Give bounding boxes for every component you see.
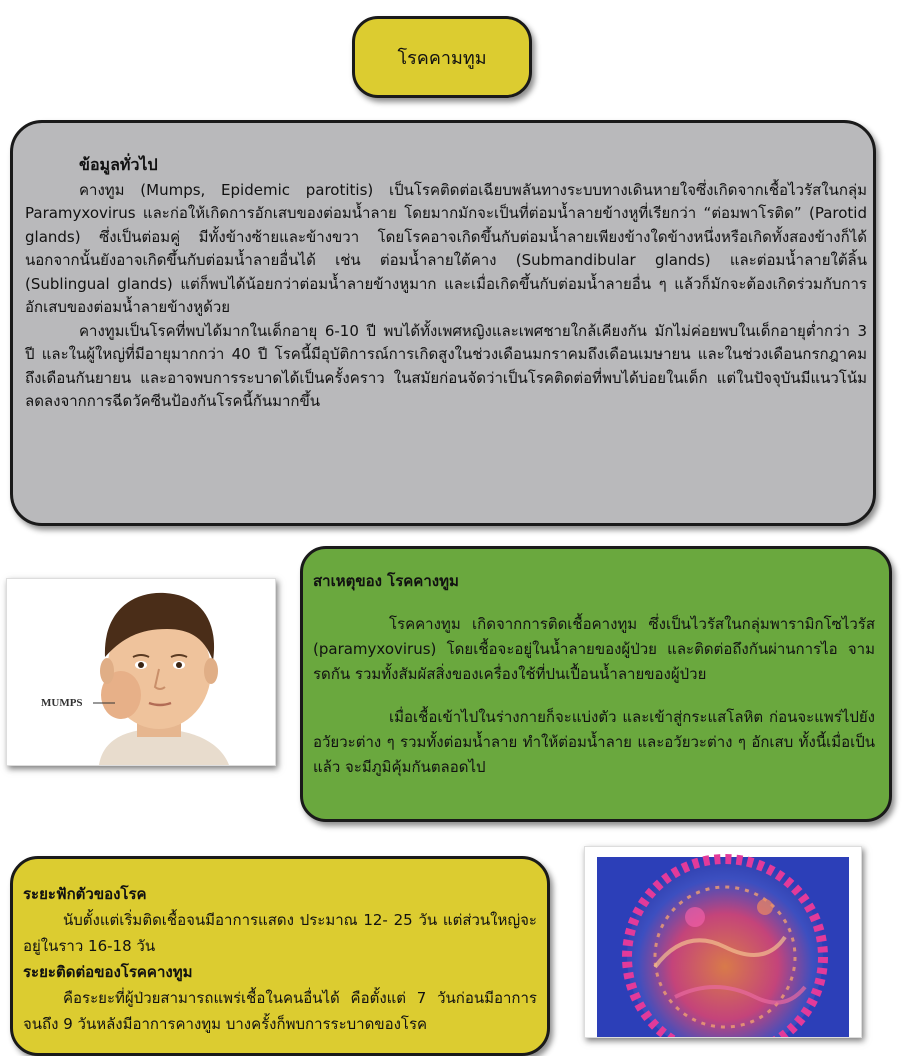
cause-box [300,546,892,822]
general-info-heading: ข้อมูลทั่วไป [79,155,158,174]
general-info-box [10,120,876,526]
general-info-paragraph: คางทูมเป็นโรคที่พบได้มากในเด็กอายุ 6-10 ปี พบได้ทั้งเพศหญิงและเพศชายใกล้เคียงกัน มักไม่ค่อยพบในเด็กอายุต่ำกว่า 3 ปี และในผู้ใหญ่ที่มีอายุมากกว่า 40 ปี โรคนี้มีอุบัติการณ์การเกิดสูงในช่วงเดือนมกราคมถึงเดือนเมษายน และในช่วงเดือนกรกฎาคมถึงเดือนกันยายน และอาจพบการระบาดได้เป็นครั้งคราว ในสมัยก่อนจัดว่าเป็นโรคติดต่อที่พบได้บ่อยในเด็ก แต่ในปัจจุบันมีแนวโน้มลดลงจากการฉีดวัคซีนป้องกันโรคนี้กันมากขึ้น [25,321,867,410]
virus-micrograph-image [584,846,862,1038]
page-title: โรคคามทูม [397,47,487,69]
mumps-child-illustration [7,579,275,765]
virus-micrograph [585,847,861,1037]
cause-paragraph: เมื่อเชื้อเข้าไปในร่างกายก็จะแบ่งตัว และเข้าสู่กระแสโลหิต ก่อนจะแพร่ไปยังอวัยวะต่าง ๆ รวมทั้งต่อมน้ำลาย ทำให้ต่อมน้ำลาย และอวัยวะต่าง ๆ อักเสบ ทั้งนี้เมื่อเป็นแล้ว จะมีภูมิคุ้มกันตลอดไป [313,708,875,776]
incubation-text: นับตั้งแต่เริ่มติดเชื้อจนมีอาการแสดง ประมาณ 12- 25 วัน แต่ส่วนใหญ่จะอยู่ในราว 16-18 วัน [23,911,537,955]
cause-paragraph: โรคคางทูม เกิดจากการติดเชื้อคางทูม ซึ่งเป็นไวรัสในกลุ่มพารามิกโซไวรัส (paramyxovirus) โดยเชื้อจะอยู่ในน้ำลายของผู้ป่วย และติดต่อถึงกันผ่านการไอ จามรดกัน รวมทั้งสัมผัสสิ่งของเครื่องใช้ที่ปนเปื้อนน้ำลายของผู้ป่วย [313,615,875,683]
incubation-box [10,856,550,1056]
contagious-period-heading: ระยะติดต่อของโรคคางทูม [23,963,193,981]
cause-heading: สาเหตุของ โรคคางทูม [313,572,459,590]
mumps-label: MUMPS [41,697,83,709]
mumps-child-image [6,578,276,766]
incubation-heading: ระยะฟักตัวของโรค [23,885,147,903]
general-info-paragraph: คางทูม (Mumps, Epidemic parotitis) เป็นโรคติดต่อเฉียบพลันทางระบบทางเดินหายใจซึ่งเกิดจากเชื้อไวรัสในกลุ่ม Paramyxovirus และก่อให้เกิดการอักเสบของต่อมน้ำลาย โดยมากมักจะเป็นที่ต่อมน้ำลายข้างหูที่เรียกว่า “ต่อมพาโรติด” (Parotid glands) ซึ่งเป็นต่อมคู่ มีทั้งข้างซ้ายและข้างขวา โดยโรคอาจเกิดขึ้นกับต่อมน้ำลายเพียงข้างใดข้างหนึ่งหรือเกิดทั้งสองข้างก็ได้ นอกจากนั้นยังอาจเกิดขึ้นกับต่อมน้ำลายอื่นได้ เช่น ต่อมน้ำลายใต้คาง (Submandibular glands) และต่อมน้ำลายใต้ลิ้น (Sublingual glands) แต่ก็พบได้น้อยกว่าต่อมน้ำลายข้างหูมาก และเมื่อเกิดขึ้นกับต่อมน้ำลายอื่น ๆ แล้วก็มักจะต้องเกิดร่วมกับการอักเสบของต่อมน้ำลายข้างหูด้วย [25,180,867,316]
title-box [352,16,532,98]
contagious-period-text: คือระยะที่ผู้ป่วยสามารถแพร่เชื้อในคนอื่นได้ คือตั้งแต่ 7 วันก่อนมีอาการ จนถึง 9 วันหลังมีอาการคางทูม บางครั้งก็พบการระบาดของโรค [23,989,537,1033]
